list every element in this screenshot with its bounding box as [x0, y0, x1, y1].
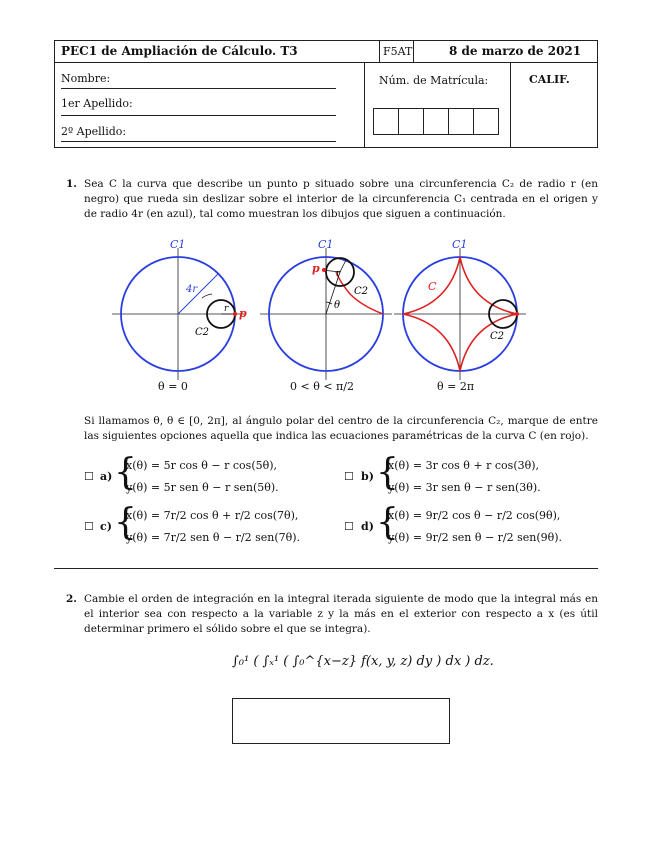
course-title: PEC1 de Ampliación de Cálculo. T3: [61, 44, 298, 58]
name-label: Nombre:: [61, 72, 111, 85]
matricula-boxes[interactable]: [373, 108, 499, 135]
4r-label: 4r: [186, 284, 198, 295]
option-b-y: y(θ) = 3r sen θ − r sen(3θ).: [388, 481, 541, 494]
q2-number: 2.: [66, 593, 77, 605]
c1-label-2: C1: [318, 238, 334, 251]
c1-label: C1: [170, 238, 186, 251]
exam-date: 8 de marzo de 2021: [449, 44, 582, 58]
exam-code: F5AT: [383, 45, 413, 58]
header-divider: [55, 62, 597, 63]
option-d-x: x(θ) = 9r/2 cos θ − r/2 cos(9θ),: [388, 509, 561, 522]
option-a-y: y(θ) = 5r sen θ − r sen(5θ).: [126, 481, 279, 494]
r-label: r: [224, 304, 229, 314]
c2-label-2: C2: [354, 286, 369, 297]
q1-figures: [110, 236, 530, 396]
caption-1: θ = 0: [158, 380, 188, 393]
option-a-x: x(θ) = 5r cos θ − r cos(5θ),: [126, 459, 278, 472]
header-vdivider-1: [379, 41, 380, 62]
q2-text: Cambie el orden de integración en la integral iterada siguiente de modo que la integral más en el interior sea con respecto a la variable z y la más en el exterior con respecto a x (es útil determinar primero el sólido sobre el que se integra).: [84, 593, 598, 635]
r-label-2: r: [336, 269, 341, 279]
c1-label-3: C1: [452, 238, 468, 251]
q1-text: Sea C la curva que describe un punto p situado sobre una circunferencia C₂ de radio r (en negro) que rueda sin deslizar sobre el interior de la circunferencia C₁ centrada en el origen y de radio 4r (en azul), tal como muestran los dibujos que siguen a continuación.: [84, 178, 598, 220]
checkbox-d[interactable]: ☐: [344, 520, 354, 533]
header-table: [54, 40, 598, 148]
option-b-x: x(θ) = 3r cos θ + r cos(3θ),: [388, 459, 540, 472]
c-label: C: [428, 280, 437, 293]
checkbox-b[interactable]: ☐: [344, 470, 354, 483]
p-label-2: p: [312, 262, 320, 275]
header-vdivider-2: [413, 41, 414, 62]
q2-integral: ∫₀¹ ( ∫ₓ¹ ( ∫₀^{x−z} f(x, y, z) dy ) dx ) dz.: [232, 654, 494, 669]
calif-label: CALIF.: [529, 73, 570, 86]
answer-box[interactable]: [232, 698, 450, 744]
c2-label: C2: [195, 327, 210, 338]
c2-label-3: C2: [490, 331, 505, 342]
section-divider: [54, 568, 598, 569]
figure-theta-0: [112, 238, 247, 380]
matricula-label: Núm. de Matrícula:: [379, 74, 489, 87]
p-label: p: [239, 307, 247, 320]
header-vdivider-3: [364, 62, 365, 147]
surname2-line[interactable]: [61, 141, 336, 142]
q1-number: 1.: [66, 178, 77, 190]
header-vdivider-4: [510, 62, 511, 147]
figure-theta-2pi: [394, 238, 526, 380]
option-d-y: y(θ) = 9r/2 sen θ − r/2 sen(9θ).: [388, 531, 563, 544]
option-c-y: y(θ) = 7r/2 sen θ − r/2 sen(7θ).: [126, 531, 301, 544]
option-b-label: b): [361, 470, 374, 483]
surname1-line[interactable]: [61, 115, 336, 116]
checkbox-a[interactable]: ☐: [84, 470, 94, 483]
q1-prompt: Si llamamos θ, θ ∈ [0, 2π], al ángulo polar del centro de la circunferencia C₂, marque de entre las siguientes opciones aquella que indica las ecuaciones paramétricas de la curva C (en rojo).: [84, 415, 598, 442]
name-line[interactable]: [61, 88, 336, 89]
caption-2: 0 < θ < π/2: [290, 380, 354, 393]
option-d-label: d): [361, 520, 374, 533]
point-p: [233, 312, 237, 316]
figure-theta-mid: [260, 238, 392, 380]
option-a-label: a): [100, 470, 113, 483]
option-c-label: c): [100, 520, 112, 533]
surname1-label: 1er Apellido:: [61, 97, 133, 110]
option-c-x: x(θ) = 7r/2 cos θ + r/2 cos(7θ),: [126, 509, 299, 522]
theta-label: θ: [334, 300, 341, 311]
caption-3: θ = 2π: [437, 380, 475, 393]
checkbox-c[interactable]: ☐: [84, 520, 94, 533]
surname2-label: 2º Apellido:: [61, 125, 127, 138]
